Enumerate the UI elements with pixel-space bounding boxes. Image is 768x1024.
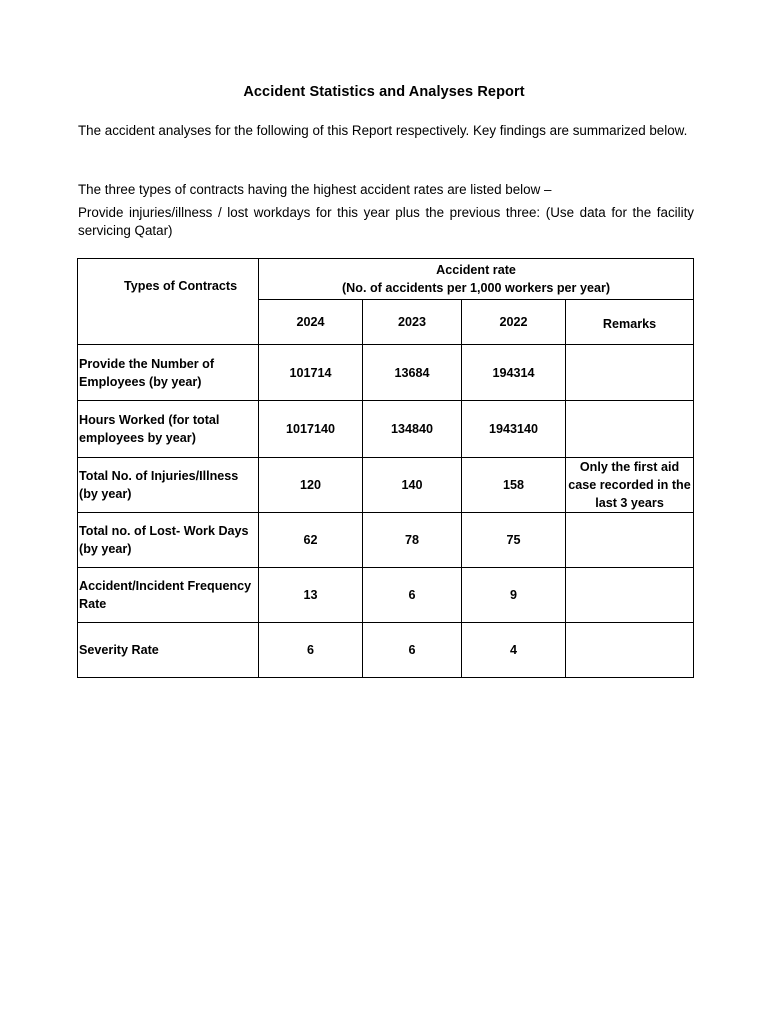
report-title: Accident Statistics and Analyses Report [243,84,525,100]
contracts-paragraph: The three types of contracts having the highest accident rates are listed below – [78,182,552,197]
table-cell: 158 [462,458,566,513]
table-cell: 101714 [259,345,363,401]
accident-rate-subtitle: (No. of accidents per 1,000 workers per year) [341,281,611,295]
table-cell: 140 [363,458,462,513]
table-cell: 13684 [363,345,462,401]
remark-cell [566,401,694,458]
instruction-paragraph: Provide injuries/illness / lost workdays for this year plus the previous three: (Use data for the facility servicing Qatar) [78,205,694,238]
accident-statistics-table [77,258,694,678]
table-row [78,458,694,513]
row-label: Hours Worked (for total employees by year) [78,401,259,458]
table-cell: 1943140 [462,401,566,458]
table-cell: 9 [462,568,566,623]
table-header-row [78,259,694,300]
remark-cell [566,568,694,623]
table-cell: 194314 [462,345,566,401]
table-row [78,345,694,401]
intro-paragraph: The accident analyses for the following of this Report respectively. Key findings are summarized below. [78,123,688,138]
year-header: 2023 [363,300,462,345]
table-row [78,513,694,568]
table-cell: 120 [259,458,363,513]
table-row [78,568,694,623]
table-cell: 134840 [363,401,462,458]
table-row [78,401,694,458]
remark-cell [566,345,694,401]
table-cell: 6 [259,623,363,678]
remarks-header: Remarks [566,300,694,345]
row-label: Severity Rate [78,623,259,678]
remark-cell [566,513,694,568]
remark-cell [566,623,694,678]
table-cell: 4 [462,623,566,678]
row-label: Total No. of Injuries/Illness (by year) [78,458,259,513]
table-cell: 13 [259,568,363,623]
year-header: 2024 [259,300,363,345]
table-cell: 6 [363,568,462,623]
table-cell: 78 [363,513,462,568]
year-header: 2022 [462,300,566,345]
remark-cell: Only the first aid case recorded in the last 3 years [566,458,694,513]
accident-rate-header [259,259,694,300]
types-of-contracts-header: Types of Contracts [78,259,259,345]
accident-rate-title: Accident rate [436,263,516,277]
row-label: Accident/Incident Frequency Rate [78,568,259,623]
row-label: Total no. of Lost- Work Days (by year) [78,513,259,568]
table-row [78,623,694,678]
table-cell: 6 [363,623,462,678]
table-cell: 1017140 [259,401,363,458]
row-label: Provide the Number of Employees (by year) [78,345,259,401]
table-cell: 75 [462,513,566,568]
table-cell: 62 [259,513,363,568]
